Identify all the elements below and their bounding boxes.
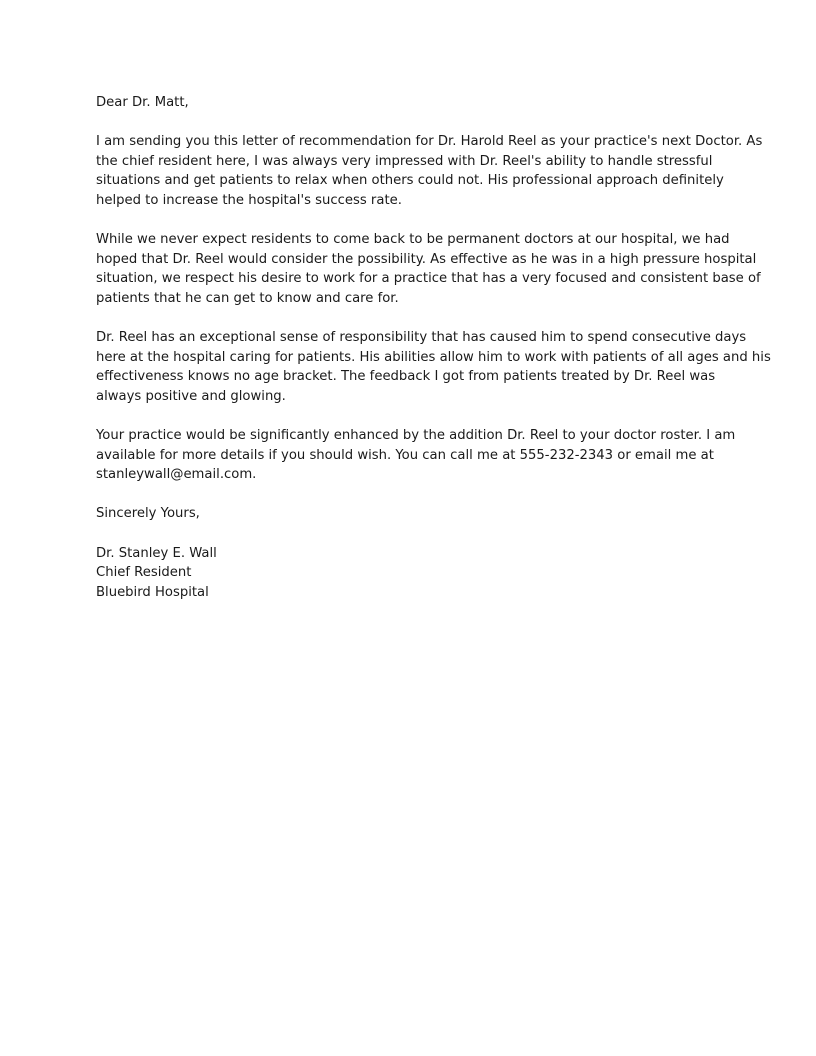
- signature-name: Dr. Stanley E. Wall: [96, 545, 217, 561]
- paragraph-line: hoped that Dr. Reel would consider the possibility. As effective as he was in a high pressure hospital: [96, 251, 757, 267]
- paragraph-4: [96, 426, 736, 485]
- paragraph-line: situations and get patients to relax when others could not. His professional approach definitely: [96, 173, 724, 189]
- paragraph-2: [96, 230, 761, 308]
- signature-organization: Bluebird Hospital: [96, 584, 209, 600]
- letter-body: [96, 93, 771, 622]
- paragraph-3: [96, 328, 771, 406]
- salutation: Dear Dr. Matt,: [96, 95, 189, 110]
- paragraph-line: effectiveness knows no age bracket. The feedback I got from patients treated by Dr. Reel was: [96, 369, 716, 385]
- paragraph-line: here at the hospital caring for patients. His abilities allow him to work with patients of all ages and his: [96, 349, 771, 365]
- paragraph-line: available for more details if you should wish. You can call me at 555-232-2343 or email me at: [96, 447, 714, 463]
- paragraph-line: Dr. Reel has an exceptional sense of responsibility that has caused him to spend consecutive days: [96, 330, 747, 346]
- paragraph-line: Your practice would be significantly enhanced by the addition Dr. Reel to your doctor roster. I am: [96, 428, 736, 444]
- paragraph-line: stanleywall@email.com.: [96, 467, 257, 483]
- signature-title: Chief Resident: [96, 565, 192, 581]
- paragraph-line: While we never expect residents to come back to be permanent doctors at our hospital, we had: [96, 232, 730, 248]
- paragraph-line: patients that he can get to know and care for.: [96, 290, 399, 306]
- paragraph-line: I am sending you this letter of recommendation for Dr. Harold Reel as your practice's next Doctor. As: [96, 134, 763, 150]
- paragraph-line: helped to increase the hospital's success rate.: [96, 192, 402, 208]
- paragraph-line: always positive and glowing.: [96, 388, 286, 404]
- signature-block: [96, 544, 726, 603]
- paragraph-line: the chief resident here, I was always very impressed with Dr. Reel's ability to handle stressful: [96, 153, 713, 169]
- closing: Sincerely Yours,: [96, 506, 200, 522]
- paragraph-1: [96, 132, 763, 210]
- paragraph-line: situation, we respect his desire to work for a practice that has a very focused and consistent base of: [96, 271, 761, 287]
